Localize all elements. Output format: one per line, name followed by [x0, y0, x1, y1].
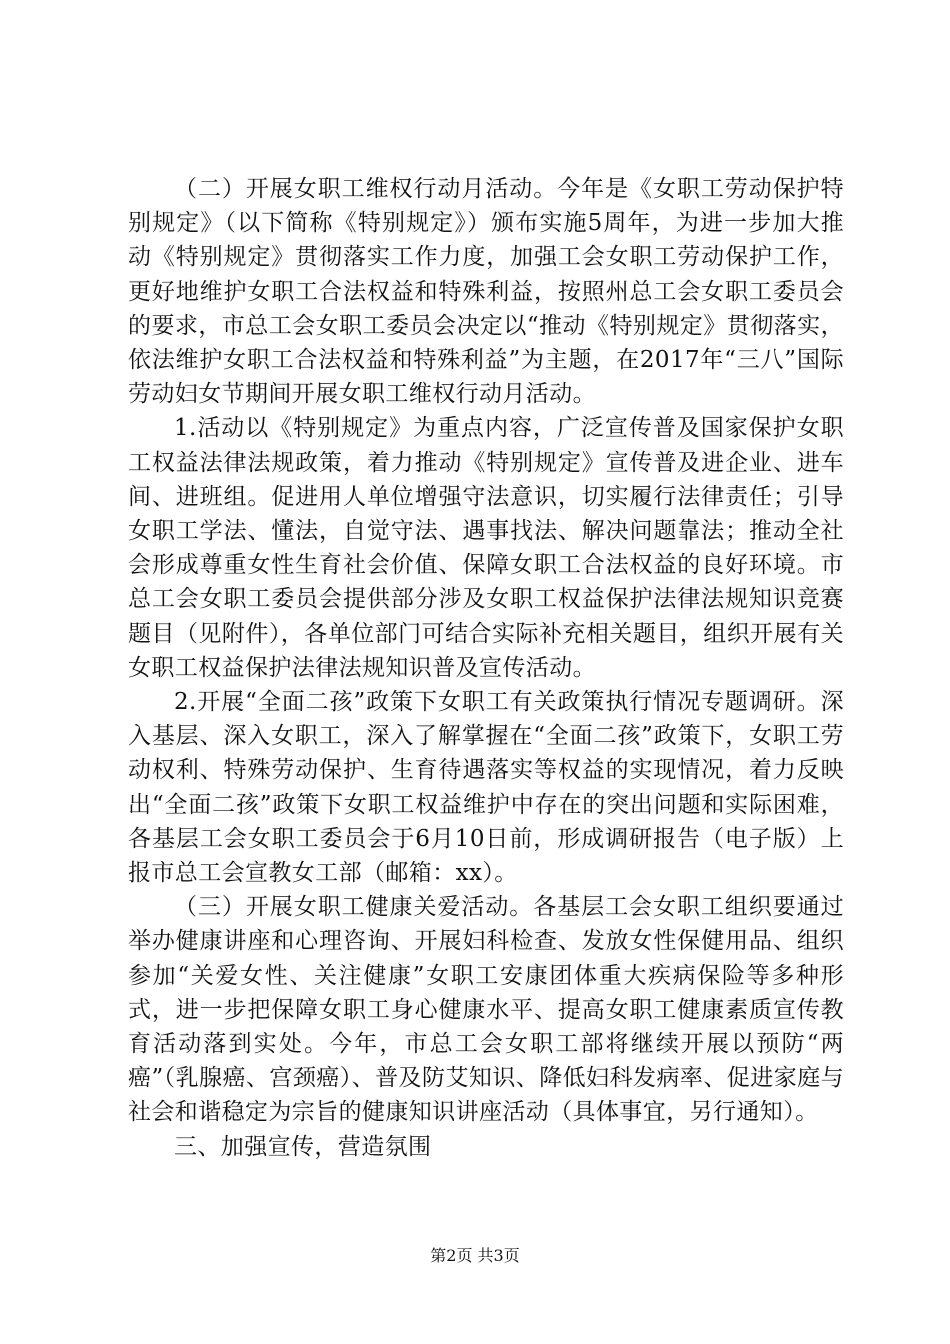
- paragraph-item-2-survey: 2.开展“全面二孩”政策下女职工有关政策执行情况专题调研。深入基层、深入女职工，深入了解掌握在“全面二孩”政策下，女职工劳动权利、特殊劳动保护、生育待遇落实等权益的实现情况，着力反映出“全面二孩”政策下女职工权益维护中存在的突出问题和实际困难，各基层工会女职工委员会于6月10日前，形成调研报告（电子版）上报市总工会宣教女工部（邮箱：xx）。: [128, 689, 844, 887]
- paragraph-women-rights-month: （二）开展女职工维权行动月活动。今年是《女职工劳动保护特别规定》（以下简称《特别规定》）颁布实施5周年，为进一步加大推动《特别规定》贯彻落实工作力度，加强工会女职工劳动保护工作，更好地维护女职工合法权益和特殊利益，按照州总工会女职工委员会的要求，市总工会女职工委员会决定以“推动《特别规定》贯彻落实，依法维护女职工合法权益和特殊利益”为主题，在2017年“三八”国际劳动妇女节期间开展女职工维权行动月活动。: [128, 176, 844, 408]
- document-body: [128, 172, 844, 1164]
- paragraph-item-1-publicity: 1.活动以《特别规定》为重点内容，广泛宣传普及国家保护女职工权益法律法规政策，着力推动《特别规定》宣传普及进企业、进车间、进班组。促进用人单位增强守法意识，切实履行法律责任；引导女职工学法、懂法，自觉守法、遇事找法、解决问题靠法；推动全社会形成尊重女性生育社会价值、保障女职工合法权益的良好环境。市总工会女职工委员会提供部分涉及女职工权益保护法律法规知识竞赛题目（见附件），各单位部门可结合实际补充相关题目，组织开展有关女职工权益保护法律法规知识普及宣传活动。: [128, 415, 844, 681]
- page-footer: 第2页 共3页: [430, 1246, 520, 1265]
- section-heading-publicity: 三、加强宣传，营造氛围: [174, 1133, 432, 1160]
- paragraph-health-care-activity: （三）开展女职工健康关爱活动。各基层工会女职工组织要通过举办健康讲座和心理咨询、开展妇科检查、发放女性保健用品、组织参加“关爱女性、关注健康”女职工安康团体重大疾病保险等多种形式，进一步把保障女职工身心健康水平、提高女职工健康素质宣传教育活动落到实处。今年，市总工会女职工部将继续开展以预防“两癌”（乳腺癌、宫颈癌）、普及防艾知识、降低妇科发病率、促进家庭与社会和谐稳定为宗旨的健康知识讲座活动（具体事宜，另行通知）。: [128, 894, 844, 1126]
